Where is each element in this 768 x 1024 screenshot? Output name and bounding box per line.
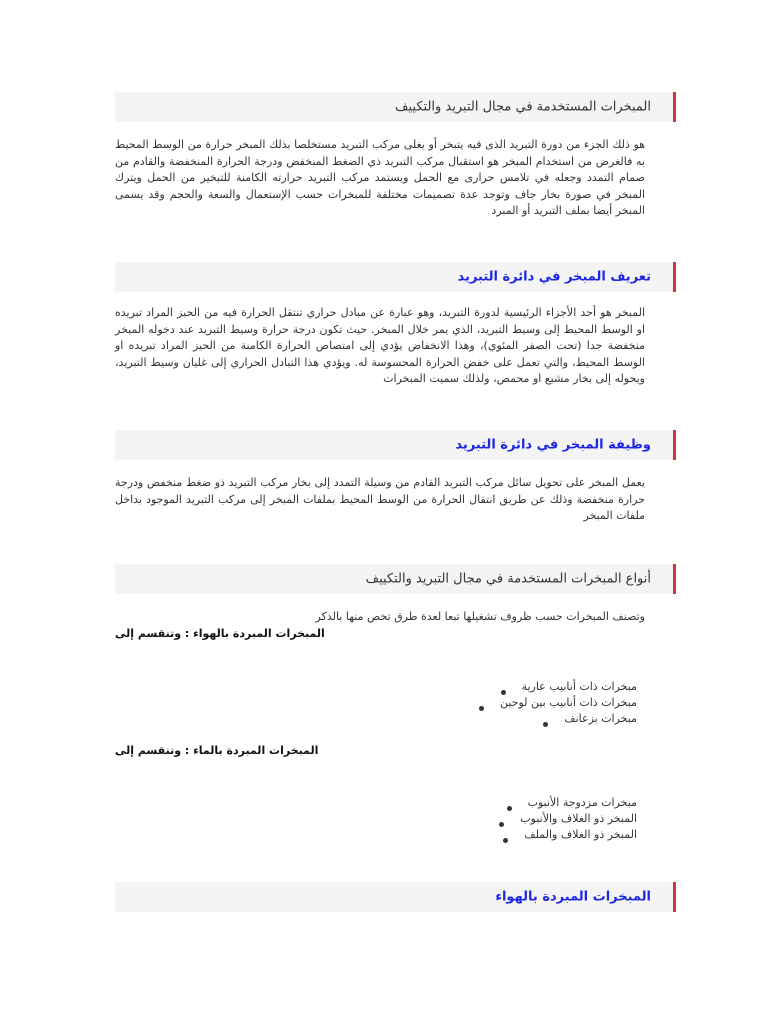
section-heading-text: وظيفة المبخر في دائرة التبريد (455, 437, 651, 453)
bullet-icon (496, 817, 504, 822)
paragraph-evaporator-intro: هو ذلك الجزء من دورة التبريد الذى فيه يتبخر أو يغلى مركب التبريد مستخلصا بذلك المبخر حرارة من الوسط المحيط به فالغرض من استخدام المبخر هو استقبال مركب التبريد ذي الضغط المنخفض ودرجة الحرارة المنخفضة والقادم من صمام التمدد وجعله في تلامس حرارى مع الحمل ويستمد مركب التبريد حرارته الكامنة للتبخير من الحمل ويترك المبخر في صورة بخار جاف وتوجد عدة تصميمات مختلفة للمبخرات حسب الإستعمال والسعة والحجم وقد يسمى المبخر أيضا بملف التبريد أو المبرد (115, 138, 645, 217)
list-item: مبخرات ذات أنابيب عارية (115, 679, 645, 695)
bullet-icon (498, 685, 506, 690)
section-heading-types (115, 564, 676, 594)
air-cooled-list (115, 679, 645, 727)
bullet-icon (540, 717, 548, 722)
section-heading-text: المبخرات المبردة بالهواء (495, 889, 651, 905)
bullet-icon (500, 833, 508, 838)
list-item: مبخرات ذات أنابيب بين لوحين (115, 695, 645, 711)
paragraph-function: يعمل المبخر على تحويل سائل مركب التبريد القادم من وسيلة التمدد إلى بخار مركب التبريد ذو ضغط منخفض ودرجة حرارة منخفضة وذلك عن طريق انتقال الحرارة من الوسط المحيط بملفات المبخر إلى مركب التبريد الموجود بداخل ملفات المبخر (115, 476, 645, 522)
list-item: المبخر ذو الغلاف والأنبوب (115, 811, 645, 827)
water-cooled-list (115, 795, 645, 843)
air-cooled-title: المبخرات المبردة بالهواء : وتنقسم إلى (115, 627, 325, 640)
list-item: مبخرات مزدوجة الأنبوب (115, 795, 645, 811)
section-heading-text: المبخرات المستخدمة في مجال التبريد والتكييف (395, 99, 651, 115)
paragraph-types-intro: وتصنف المبخرات حسب ظروف تشغيلها تبعا لعدة طرق تخص منها بالذكر (315, 610, 645, 623)
bullet-icon (504, 801, 512, 806)
section-heading-air-cooled (115, 882, 676, 912)
section-heading-text: أنواع المبخرات المستخدمة في مجال التبريد والتكييف (365, 571, 651, 587)
section-heading-evaporators (115, 92, 676, 122)
paragraph-definition: المبخر هو أحد الأجزاء الرئيسية لدورة التبريد، وهو عبارة عن مبادل حراري تنتقل الحرارة فيه من الحيز المراد تبريده او الوسط المحيط إلى وسيط التبريد، الذي يمر خلال المبخر. حيث تكون درجة حرارة وسيط التبريد عند دخوله المبخر منخفضة جدا (تحت الصفر المئوي)، وهذا الانخفاض يؤدي إلى امتصاص الحرارة الكامنة من الحيز المراد تبريده او الوسط المحيط، والتي تعمل على خفض الحرارة المحسوسة له. ويؤدي هذا التبادل الحراري إلى غليان وسيط التبريد، ويحوله إلى بخار مشبع او محمص، ولذلك سميت المبخرات (115, 306, 645, 385)
water-cooled-title: المبخرات المبردة بالماء : وتنقسم إلى (115, 744, 319, 757)
section-heading-definition (115, 262, 676, 292)
list-item: مبخرات بزعانف (115, 711, 645, 727)
section-heading-function (115, 430, 676, 460)
bullet-icon (476, 701, 484, 706)
section-heading-text: تعريف المبخر في دائرة التبريد (457, 269, 651, 285)
list-item: المبخر ذو الغلاف والملف (115, 827, 645, 843)
